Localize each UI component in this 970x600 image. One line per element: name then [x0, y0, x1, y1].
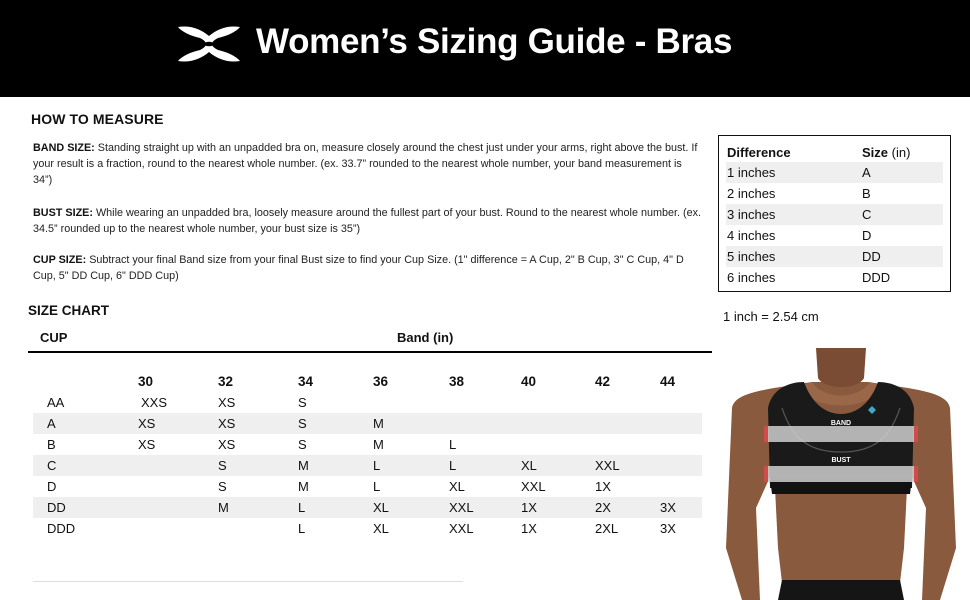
- size-cell: XL: [373, 500, 389, 515]
- size-cell: L: [298, 521, 306, 536]
- size-cell: XS: [218, 416, 236, 431]
- cup-size-value: B: [862, 186, 871, 201]
- cup-size-text: Subtract your final Band size from your final Bust size to find your Cup Size. (1" difference = A Cup, 2" B Cup, 3" C Cup, 4" D Cup, 5" DD Cup, 6" DDD Cup): [33, 254, 684, 282]
- size-cell: 3X: [660, 500, 676, 515]
- band-column-header: 32: [218, 374, 234, 389]
- size-chart-row: [33, 392, 702, 413]
- cup-size-value: A: [862, 165, 871, 180]
- size-cell: M: [373, 416, 384, 431]
- cup-label: DDD: [47, 521, 76, 536]
- band-column-header: 44: [660, 374, 676, 389]
- size-header-unit: (in): [888, 144, 911, 160]
- page-title: Women’s Sizing Guide - Bras: [256, 22, 733, 61]
- band-column-header: 36: [373, 374, 389, 389]
- cup-size-value: D: [862, 228, 872, 243]
- size-cell: 2X: [595, 500, 611, 515]
- cup-size-value: DDD: [862, 270, 891, 285]
- size-cell: 1X: [521, 521, 537, 536]
- size-cell: S: [218, 479, 227, 494]
- size-cell: 1X: [595, 479, 611, 494]
- cup-size-value: DD: [862, 249, 881, 264]
- size-cell: XXL: [449, 500, 474, 515]
- band-size-label: BAND SIZE:: [33, 142, 95, 154]
- bust-size-text: While wearing an unpadded bra, loosely measure around the fullest part of your bust. Round to the nearest whole number. (ex. 34.5” rounded up to the nearest whole number, your bust size is 35”): [33, 207, 701, 235]
- size-chart-heading: SIZE CHART: [28, 303, 109, 318]
- size-cell: XS: [138, 437, 156, 452]
- cup-size-instructions: [33, 252, 701, 284]
- cup-label: C: [47, 458, 57, 473]
- cup-label: D: [47, 479, 57, 494]
- size-cell: XL: [373, 521, 389, 536]
- cup-label: AA: [47, 395, 65, 410]
- size-cell: M: [373, 437, 384, 452]
- band-label: BAND: [830, 420, 852, 427]
- size-cell: XXL: [449, 521, 474, 536]
- bust-label: BUST: [831, 457, 851, 464]
- size-cell: XL: [521, 458, 537, 473]
- difference-row: [726, 204, 943, 225]
- cup-axis-label: CUP: [40, 330, 68, 345]
- under-armour-logo-icon: [176, 24, 242, 64]
- difference-table-header: [726, 142, 943, 162]
- difference-row: [726, 183, 943, 204]
- difference-row: [726, 246, 943, 267]
- header-banner: [0, 0, 970, 97]
- difference-value: 3 inches: [727, 207, 776, 222]
- size-cell: 1X: [521, 500, 537, 515]
- size-cell: L: [449, 458, 457, 473]
- size-cell: S: [218, 458, 227, 473]
- bust-size-instructions: [33, 205, 701, 237]
- size-chart-row: [33, 518, 702, 539]
- difference-table-body: [726, 162, 943, 288]
- size-cell: XS: [218, 395, 236, 410]
- size-cell: XXL: [521, 479, 546, 494]
- difference-value: 5 inches: [727, 249, 776, 264]
- cup-label: B: [47, 437, 56, 452]
- size-cell: M: [298, 479, 309, 494]
- difference-value: 1 inches: [727, 165, 776, 180]
- size-cell: 3X: [660, 521, 676, 536]
- difference-value: 4 inches: [727, 228, 776, 243]
- size-cell: L: [449, 437, 457, 452]
- size-chart-row: [33, 434, 702, 455]
- model-photo: [712, 348, 970, 600]
- difference-row: [726, 162, 943, 183]
- difference-value: 6 inches: [727, 270, 776, 285]
- size-cell: M: [218, 500, 229, 515]
- size-cell: L: [373, 479, 381, 494]
- band-column-header: 30: [138, 374, 154, 389]
- difference-column-header: Difference: [727, 144, 791, 160]
- size-cell: 2XL: [595, 521, 619, 536]
- size-header-label: Size: [862, 144, 889, 160]
- bust-size-label: BUST SIZE:: [33, 207, 93, 219]
- size-cell: XS: [218, 437, 236, 452]
- band-size-text: Standing straight up with an unpadded bra on, measure closely around the chest just under your arms, right above the bust. If your result is a fraction, round to the nearest whole number. (ex. 33.7” rounded to the nearest whole number, your band measurement is 34”): [33, 142, 698, 186]
- cup-size-value: C: [862, 207, 872, 222]
- band-column-header: 40: [521, 374, 537, 389]
- size-cell: XS: [138, 416, 156, 431]
- cup-label: A: [47, 416, 56, 431]
- band-measure-line: [768, 426, 914, 442]
- cup-label: DD: [47, 500, 66, 515]
- size-cell: S: [298, 416, 307, 431]
- size-cell: L: [373, 458, 381, 473]
- size-cell: XL: [449, 479, 465, 494]
- difference-row: [726, 267, 943, 288]
- cup-size-label: CUP SIZE:: [33, 254, 87, 266]
- divider: [33, 581, 463, 582]
- size-chart-row: [33, 476, 702, 497]
- unit-conversion-note: 1 inch = 2.54 cm: [723, 309, 819, 324]
- band-column-header: 34: [298, 374, 314, 389]
- band-axis-label: Band (in): [397, 330, 454, 345]
- size-cell: M: [298, 458, 309, 473]
- size-column-header: [862, 145, 943, 160]
- difference-row: [726, 225, 943, 246]
- size-chart-row: [33, 413, 702, 434]
- band-column-header: 42: [595, 374, 611, 389]
- difference-value: 2 inches: [727, 186, 776, 201]
- size-cell: XXL: [595, 458, 620, 473]
- band-column-header: 38: [449, 374, 465, 389]
- size-cell: S: [298, 437, 307, 452]
- size-chart-row: [33, 455, 702, 476]
- how-to-measure-heading: HOW TO MEASURE: [31, 111, 164, 127]
- size-cell: S: [298, 395, 307, 410]
- size-cell: L: [298, 500, 306, 515]
- size-cell: XXS: [141, 395, 168, 410]
- size-chart-row: [33, 497, 702, 518]
- cup-difference-table: [718, 135, 951, 292]
- bust-measure-line: [768, 466, 914, 482]
- band-size-instructions: [33, 140, 701, 188]
